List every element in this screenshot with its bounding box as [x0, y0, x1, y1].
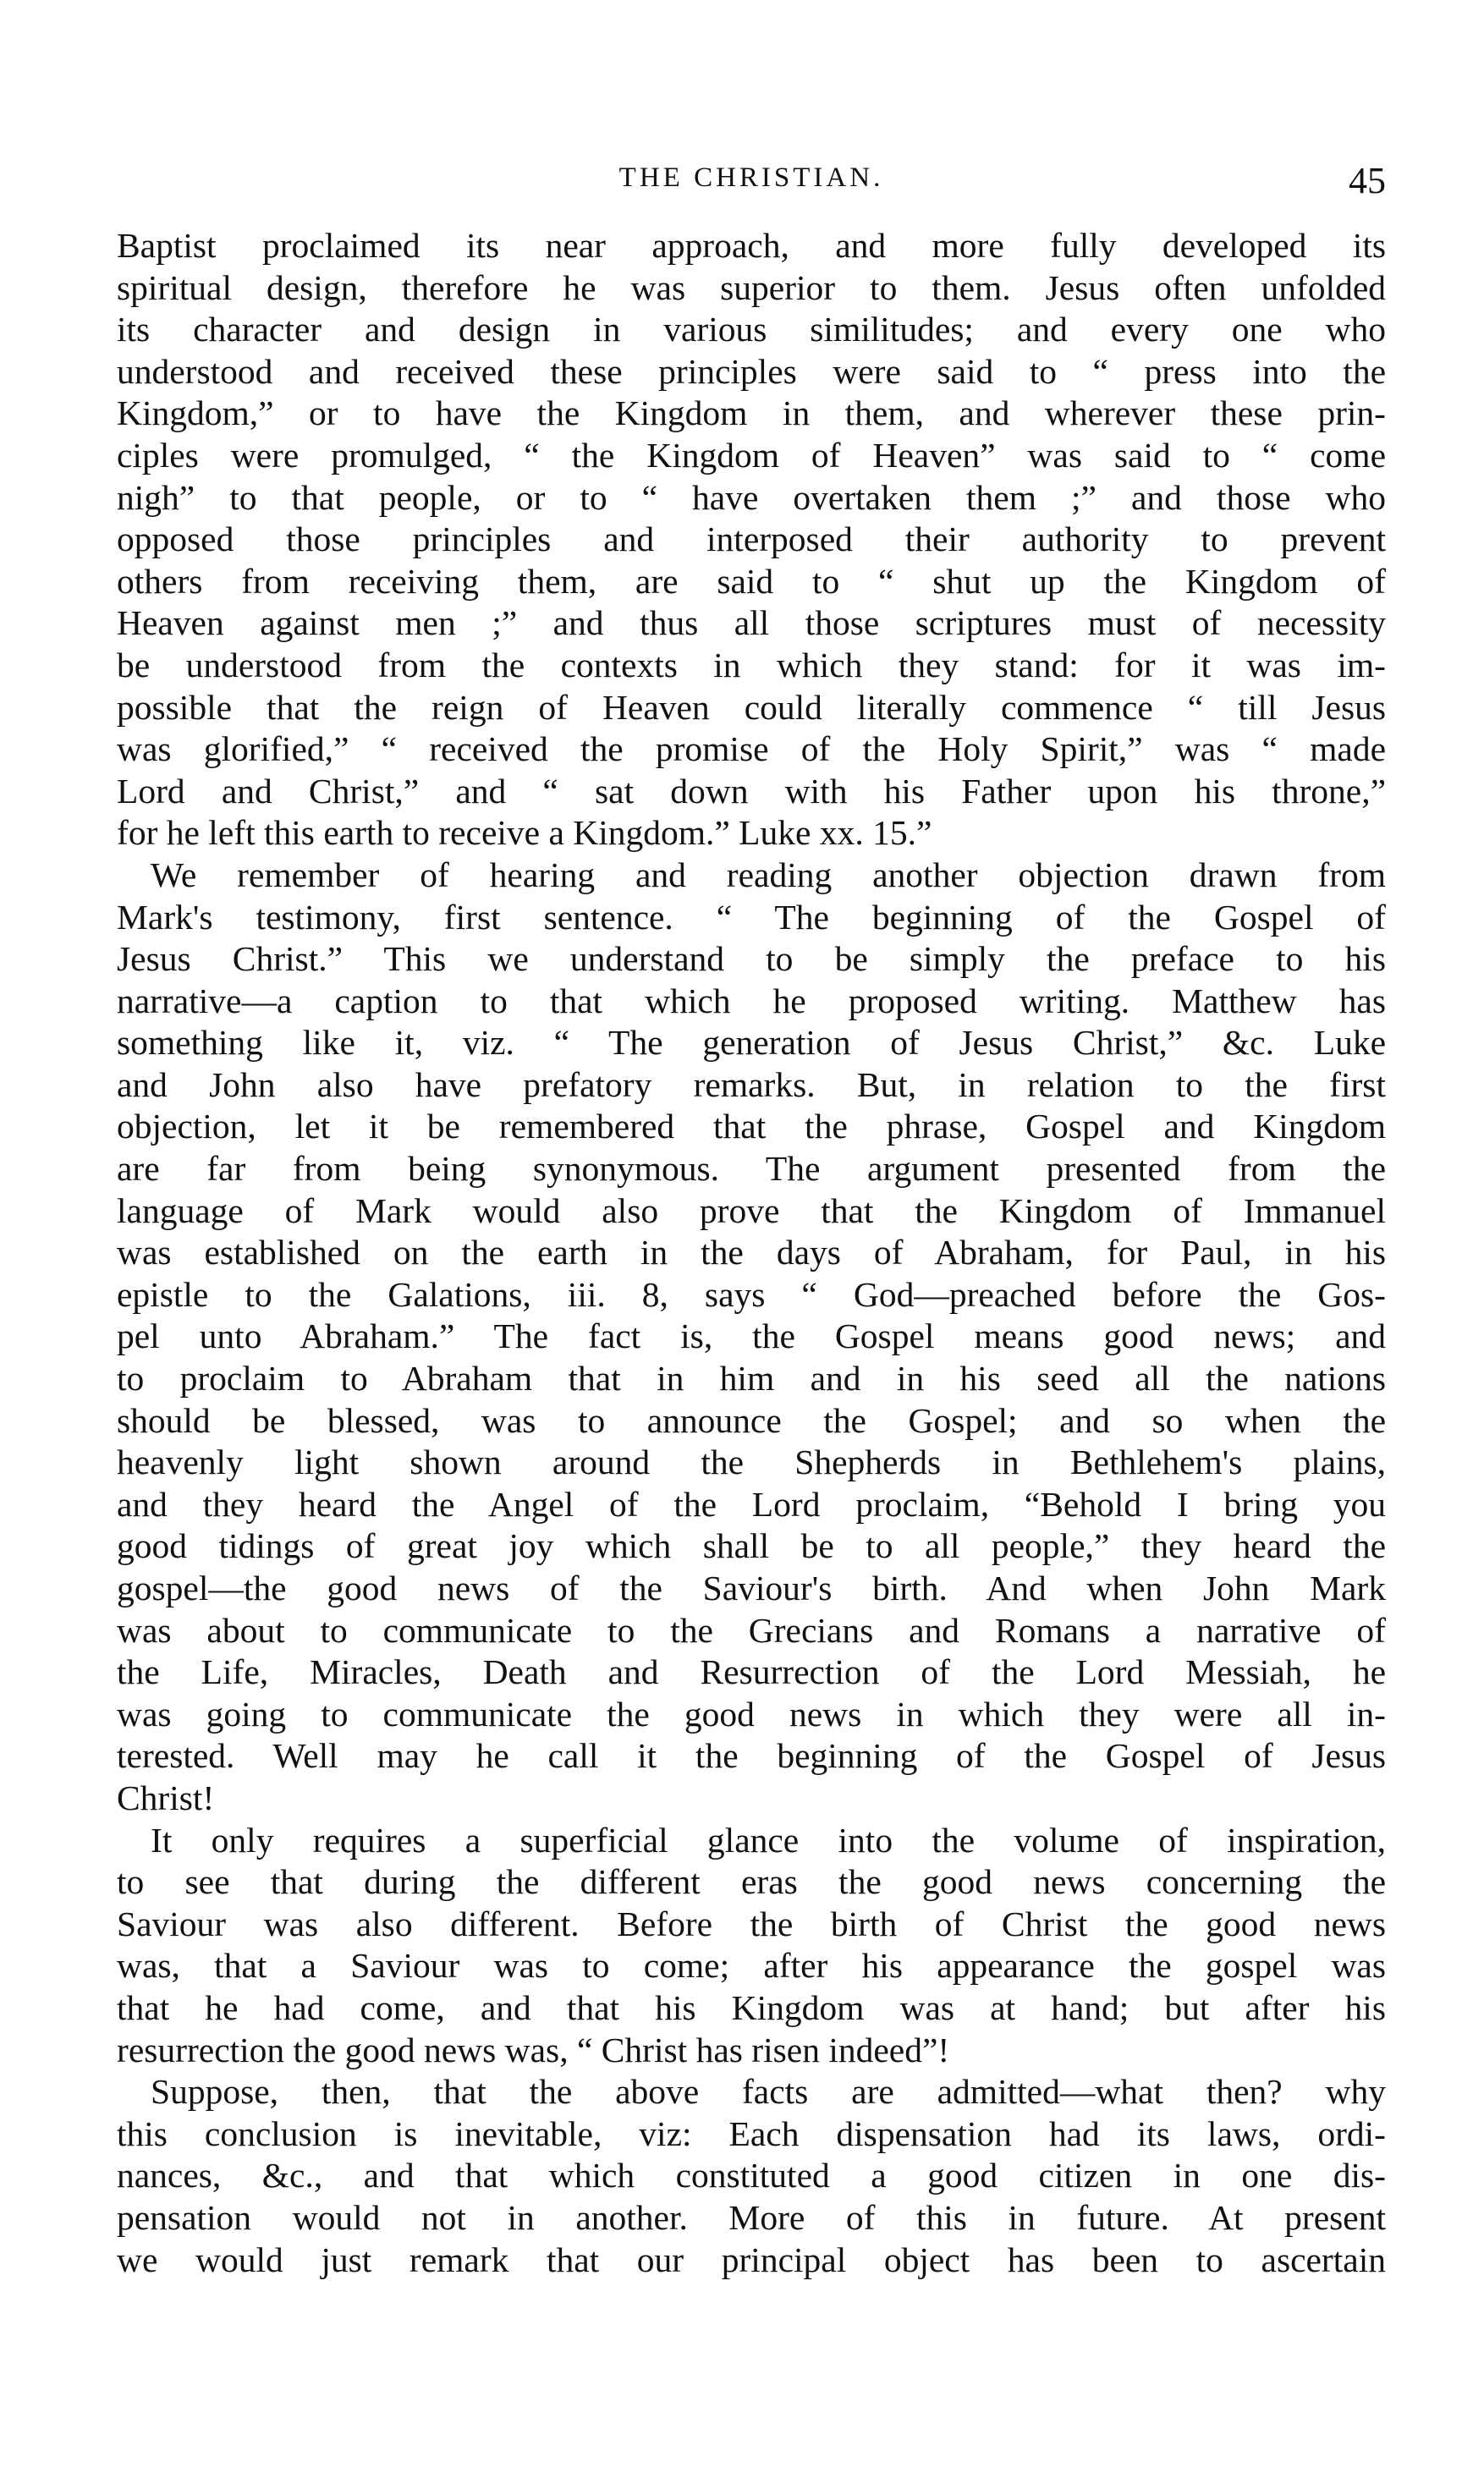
text-line: ciples were promulged, “ the Kingdom of Heaven” was said to “ come: [117, 435, 1386, 475]
body-text: [117, 225, 1386, 2399]
text-line: possible that the reign of Heaven could literally commence “ till Jesus: [117, 687, 1386, 727]
text-line: and John also have prefatory remarks. But, in relation to the first: [117, 1064, 1386, 1104]
paragraph-2: [117, 855, 1386, 1820]
text-line: objection, let it be remembered that the phrase, Gospel and Kingdom: [117, 1107, 1386, 1146]
text-line: pensation would not in another. More of this in future. At present: [117, 2197, 1386, 2237]
paragraph-4: [117, 2071, 1386, 2281]
text-line: that he had come, and that his Kingdom was at hand; but after his: [117, 1987, 1386, 2027]
text-line: was glorified,” “ received the promise of the Holy Spirit,” was “ made: [117, 729, 1386, 769]
text-line: nances, &c., and that which constituted a good citizen in one dis-: [117, 2156, 1386, 2195]
text-line: the Life, Miracles, Death and Resurrection of the Lord Messiah, he: [117, 1652, 1386, 1692]
text-line: It only requires a superficial glance into the volume of inspiration,: [151, 1820, 1386, 1860]
text-line: Heaven against men ;” and thus all those scriptures must of necessity: [117, 603, 1386, 643]
text-line: Kingdom,” or to have the Kingdom in them, and wherever these prin-: [117, 393, 1386, 433]
text-line: was going to communicate the good news in which they were all in-: [117, 1694, 1386, 1734]
text-line: language of Mark would also prove that the Kingdom of Immanuel: [117, 1190, 1386, 1230]
text-line: Jesus Christ.” This we understand to be simply the preface to his: [117, 939, 1386, 979]
text-line: epistle to the Galations, iii. 8, says “ God—preached before the Gos-: [117, 1274, 1386, 1314]
text-line: to see that during the different eras the good news concerning the: [117, 1862, 1386, 1902]
paragraph-3: [117, 1820, 1386, 2072]
text-line: should be blessed, was to announce the Gospel; and so when the: [117, 1400, 1386, 1440]
text-line: its character and design in various similitudes; and every one who: [117, 310, 1386, 349]
text-line: pel unto Abraham.” The fact is, the Gospel means good news; and: [117, 1316, 1386, 1356]
text-line: resurrection the good news was, “ Christ has risen indeed”!: [117, 2030, 950, 2069]
text-line: spiritual design, therefore he was superior to them. Jesus often unfolded: [117, 267, 1386, 307]
text-line: We remember of hearing and reading another objection drawn from: [151, 855, 1386, 894]
text-line: and they heard the Angel of the Lord proclaim, “Behold I bring you: [117, 1484, 1386, 1524]
text-line: others from receiving them, are said to “ shut up the Kingdom of: [117, 561, 1386, 601]
text-line: opposed those principles and interposed their authority to prevent: [117, 519, 1386, 559]
text-line: narrative—a caption to that which he proposed writing. Matthew has: [117, 981, 1386, 1020]
text-line: understood and received these principles were said to “ press into the: [117, 351, 1386, 391]
text-line: this conclusion is inevitable, viz: Each dispensation had its laws, ordi-: [117, 2113, 1386, 2153]
text-line: Baptist proclaimed its near approach, and more fully developed its: [117, 226, 1386, 265]
text-line: Christ!: [117, 1778, 215, 1817]
text-line: something like it, viz. “ The generation of Jesus Christ,” &c. Luke: [117, 1023, 1386, 1063]
text-line: for he left this earth to receive a Kingdom.” Luke xx. 15.”: [117, 813, 932, 853]
text-line: Mark's testimony, first sentence. “ The beginning of the Gospel of: [117, 897, 1386, 937]
text-line: Saviour was also different. Before the birth of Christ the good news: [117, 1904, 1386, 1943]
text-line: gospel—the good news of the Saviour's birth. And when John Mark: [117, 1569, 1386, 1607]
text-line: are far from being synonymous. The argument presented from the: [117, 1149, 1386, 1189]
text-line: good tidings of great joy which shall be to all people,” they heard the: [117, 1526, 1386, 1566]
paragraph-1: [117, 225, 1386, 855]
text-line: heavenly light shown around the Shepherds in Bethlehem's plains,: [117, 1443, 1386, 1482]
text-line: nigh” to that people, or to “ have overtaken them ;” and those who: [117, 477, 1386, 517]
text-line: be understood from the contexts in which they stand: for it was im-: [117, 645, 1386, 684]
text-line: was about to communicate to the Grecians and Romans a narrative of: [117, 1610, 1386, 1650]
text-line: to proclaim to Abraham that in him and in his seed all the nations: [117, 1359, 1386, 1399]
text-line: was, that a Saviour was to come; after his appearance the gospel was: [117, 1946, 1386, 1986]
text-line: Lord and Christ,” and “ sat down with his Father upon his throne,”: [117, 771, 1386, 811]
page-number: 45: [1349, 160, 1386, 201]
running-head: [117, 159, 1386, 210]
text-line: terested. Well may he call it the beginning of the Gospel of Jesus: [117, 1736, 1386, 1776]
running-title: THE CHRISTIAN.: [618, 162, 884, 193]
text-line: Suppose, then, that the above facts are admitted—what then? why: [151, 2072, 1386, 2112]
text-line: we would just remark that our principal object has been to ascertain: [117, 2239, 1386, 2279]
text-line: was established on the earth in the days of Abraham, for Paul, in his: [117, 1233, 1386, 1272]
